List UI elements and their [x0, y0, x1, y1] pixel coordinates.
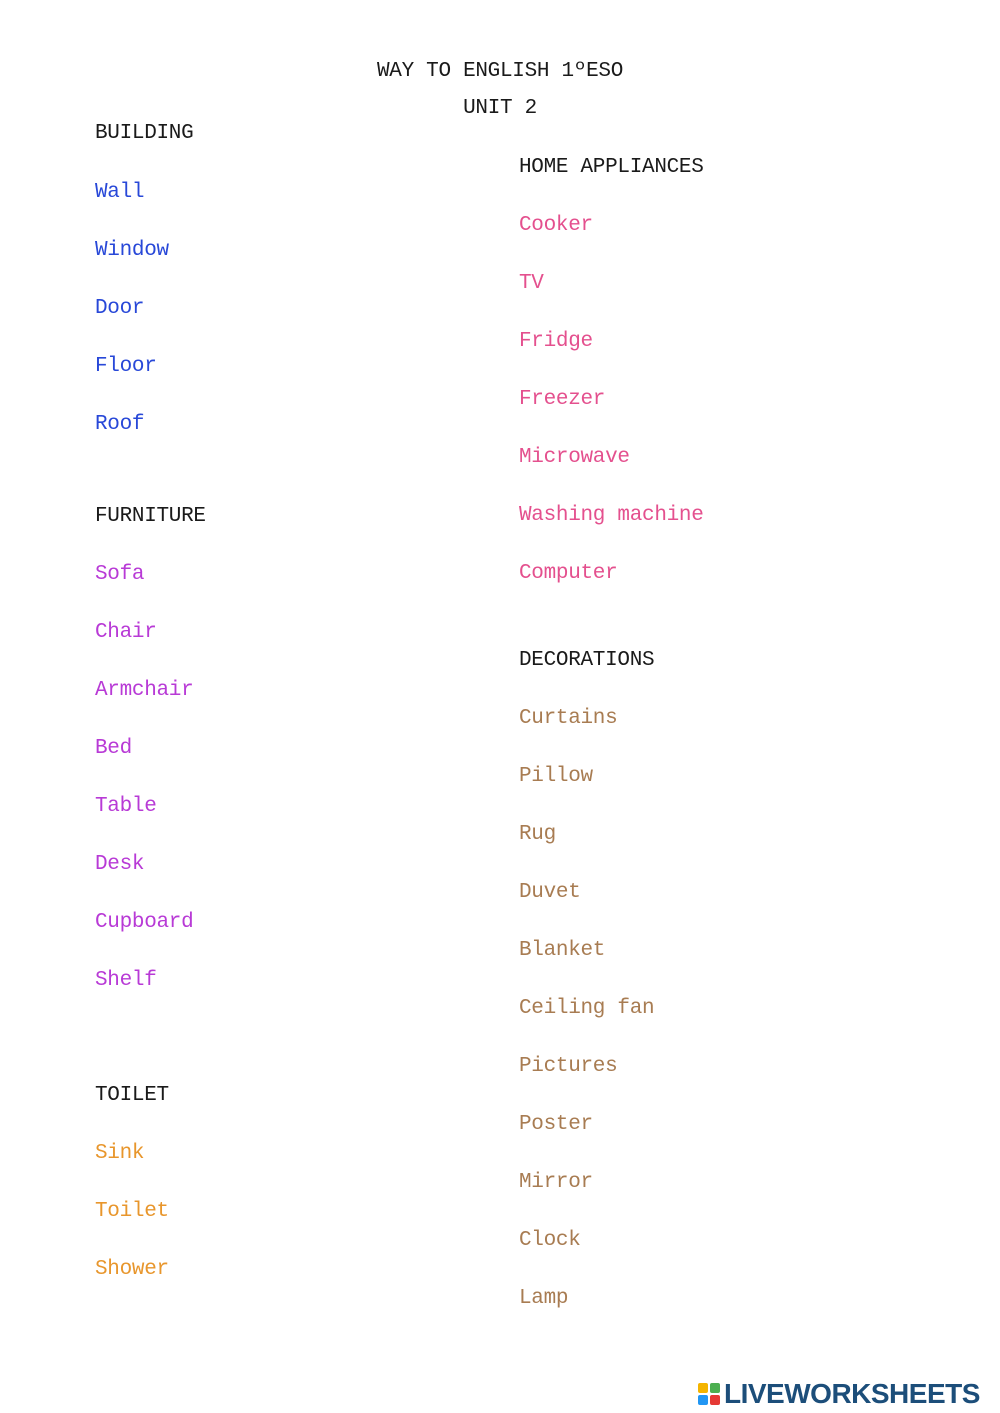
appliance-item: TV — [519, 272, 544, 295]
toilet-item: Toilet — [95, 1200, 169, 1223]
appliance-item: Washing machine — [519, 504, 704, 527]
appliance-item: Computer — [519, 562, 618, 585]
decoration-item: Blanket — [519, 939, 606, 962]
decoration-item: Rug — [519, 823, 556, 846]
appliance-item: Cooker — [519, 214, 593, 237]
appliance-item: Fridge — [519, 330, 593, 353]
liveworksheets-logo-icon — [698, 1383, 720, 1405]
section-heading-furniture: FURNITURE — [95, 505, 206, 528]
building-item: Wall — [95, 181, 145, 204]
section-heading-decorations: DECORATIONS — [519, 649, 655, 672]
furniture-item: Desk — [95, 853, 145, 876]
worksheet-title: WAY TO ENGLISH 1ºESO — [376, 60, 624, 83]
decoration-item: Clock — [519, 1229, 581, 1252]
liveworksheets-watermark — [698, 1378, 994, 1410]
building-item: Floor — [95, 355, 157, 378]
decoration-item: Mirror — [519, 1171, 593, 1194]
building-item: Door — [95, 297, 145, 320]
section-heading-building: BUILDING — [95, 122, 194, 145]
building-item: Roof — [95, 413, 145, 436]
toilet-item: Shower — [95, 1258, 169, 1281]
furniture-item: Sofa — [95, 563, 145, 586]
toilet-item: Sink — [95, 1142, 145, 1165]
decoration-item: Poster — [519, 1113, 593, 1136]
appliance-item: Freezer — [519, 388, 606, 411]
decoration-item: Curtains — [519, 707, 618, 730]
furniture-item: Bed — [95, 737, 132, 760]
decoration-item: Duvet — [519, 881, 581, 904]
appliance-item: Microwave — [519, 446, 630, 469]
decoration-item: Pictures — [519, 1055, 618, 1078]
watermark-text: LIVEWORKSHEETS — [724, 1378, 980, 1409]
decoration-item: Pillow — [519, 765, 593, 788]
section-heading-home-appliances: HOME APPLIANCES — [519, 156, 704, 179]
furniture-item: Cupboard — [95, 911, 194, 934]
furniture-item: Chair — [95, 621, 157, 644]
furniture-item: Armchair — [95, 679, 194, 702]
decoration-item: Ceiling fan — [519, 997, 655, 1020]
section-heading-toilet: TOILET — [95, 1084, 169, 1107]
building-item: Window — [95, 239, 169, 262]
unit-label: UNIT 2 — [463, 97, 537, 120]
decoration-item: Lamp — [519, 1287, 569, 1310]
furniture-item: Shelf — [95, 969, 157, 992]
furniture-item: Table — [95, 795, 157, 818]
